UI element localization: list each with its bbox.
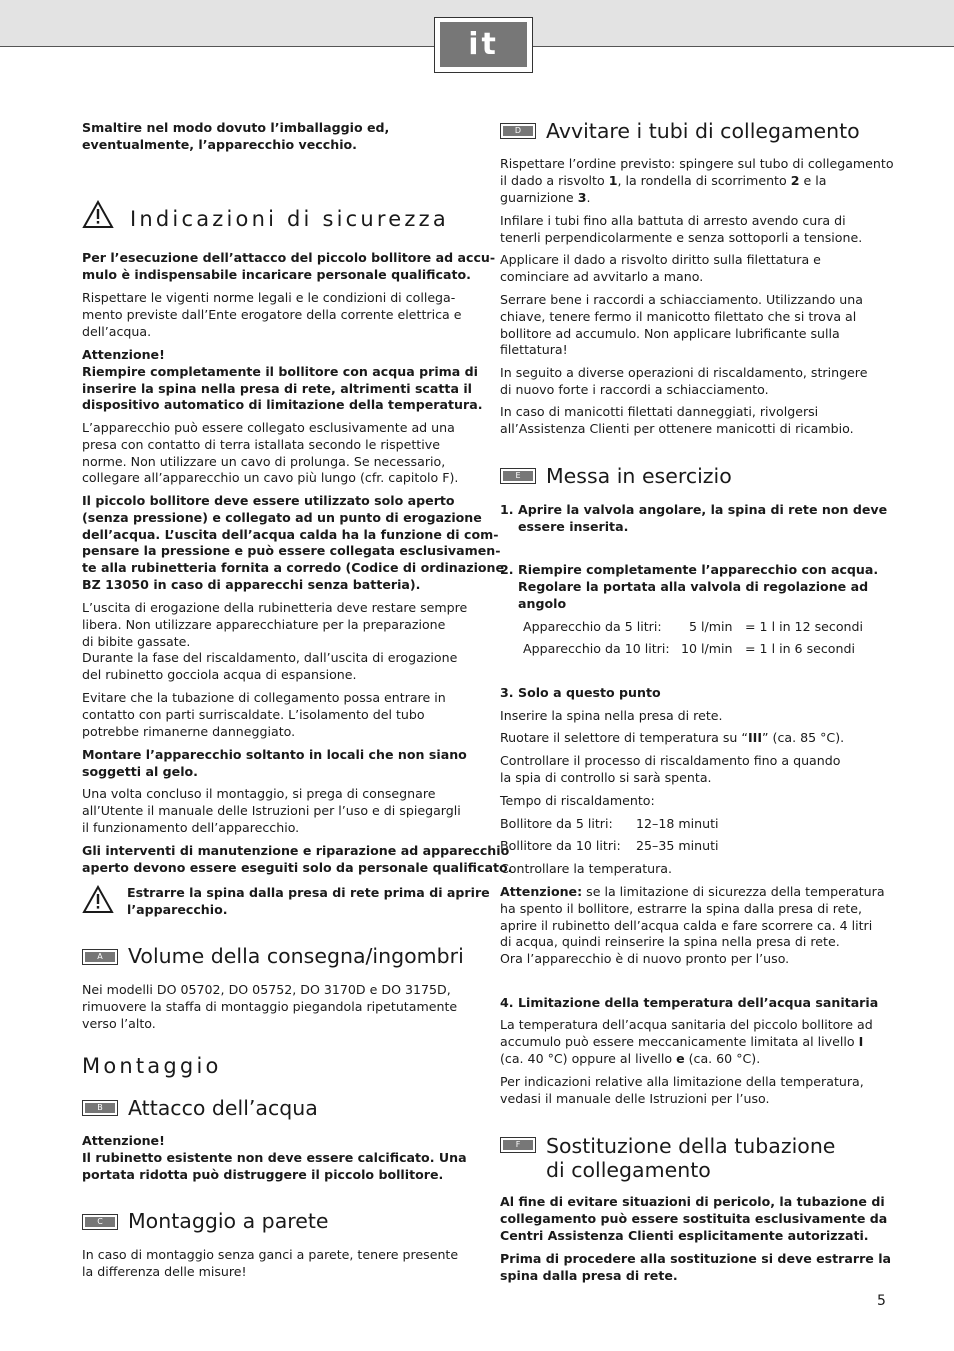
- section-d-text: Serrare bene i raccordi a schiacciamento. Utilizzando una chiave, tenere fermo il manicotto filettato che si trova al bollitore ad accumulo. Non applicare lubrificante sulla filettatura!: [500, 292, 863, 358]
- heat-row-label: Bollitore da 5 litri:: [500, 816, 613, 831]
- section-f-text: Al fine di evitare situazioni di pericolo, la tubazione di collegamento può essere sostituita esclusivamente da Centri Assistenza Clienti esplicitamente autorizzati.: [500, 1194, 888, 1243]
- section-d-text: Rispettare l’ordine previsto: spingere sul tubo di collegamento il dado a risvolto 1, la rondella di scorrimento 2 e la guarnizione 3.: [500, 156, 894, 205]
- safety-paragraph: Rispettare le vigenti norme legali e le condizioni di collega- mento previste dall’Ente erogatore della corrente elettrica e dell’acqua.: [82, 290, 462, 339]
- step-4-text: Per indicazioni relative alla limitazione della temperatura, vedasi il manuale delle Istruzioni per l’uso.: [500, 1074, 864, 1106]
- unplug-warning: Estrarre la spina dalla presa di rete prima di aprire l’apparecchio.: [127, 885, 490, 917]
- step-4-text: La temperatura dell’acqua sanitaria del piccolo bollitore ad accumulo può essere meccanicamente limitata al livello I (ca. 40 °C) oppure al livello e (ca. 60 °C).: [500, 1017, 873, 1066]
- step-3-text: Tempo di riscaldamento:: [500, 793, 655, 808]
- section-heading-b: Attacco dell’acqua: [128, 1096, 318, 1120]
- section-a-text: Nei modelli DO 05702, DO 05752, DO 3170D e DO 3175D, rimuovere la staffa di montaggio piegandola ripetutamente verso l’alto.: [82, 982, 458, 1031]
- section-d-text: In caso di manicotti filettati danneggiati, rivolgersi all’Assistenza Clienti per ottenere manicotti di ricambio.: [500, 404, 854, 436]
- step-3-text: Inserire la spina nella presa di rete.: [500, 708, 723, 723]
- step-number: 2.: [500, 562, 514, 577]
- flow-row-result: = 1 l in 6 secondi: [745, 641, 855, 656]
- step-3-text: Controllare il processo di riscaldamento fino a quando la spia di controllo si sarà spenta.: [500, 753, 841, 785]
- language-tab: [434, 17, 533, 73]
- section-badge-d: D: [500, 123, 536, 139]
- safety-paragraph: Gli interventi di manutenzione e riparazione ad apparecchio aperto devono essere eseguiti solo da personale qualificato.: [82, 843, 513, 875]
- section-badge-a: A: [82, 949, 118, 965]
- section-heading-f: Sostituzione della tubazione di collegamento: [546, 1134, 836, 1182]
- warning-icon: [82, 885, 114, 914]
- step-3-attention: Attenzione: se la limitazione di sicurezza della temperatura ha spento il bollitore, estrarre la spina dalla presa di rete, aprire il rubinetto dell’acqua calda e fare scorrere ca. 4 litri di acqua, quindi reinserire la spina nella presa di rete. Ora l’apparecchio è di nuovo pronto per l’uso.: [500, 884, 885, 967]
- safety-paragraph: Una volta concluso il montaggio, si prega di consegnare all’Utente il manuale delle Istruzioni per l’uso e di spiegargli il funzionamento dell’apparecchio.: [82, 786, 461, 835]
- section-badge-f: F: [500, 1137, 536, 1153]
- section-f-text: Prima di procedere alla sostituzione si deve estrarre la spina dalla presa di rete.: [500, 1251, 892, 1283]
- safety-attention: Attenzione! Riempire completamente il bollitore con acqua prima di inserire la spina nella presa di rete, altrimenti scatta il dispositivo automatico di limitazione della temperatura.: [82, 347, 483, 413]
- step-text: Limitazione della temperatura dell’acqua sanitaria: [518, 995, 879, 1010]
- section-d-text: In seguito a diverse operazioni di riscaldamento, stringere di nuovo forte i raccordi a schiacciamento.: [500, 365, 868, 397]
- section-c-text: In caso di montaggio senza ganci a parete, tenere presente la differenza delle misure!: [82, 1247, 459, 1279]
- step-number: 3.: [500, 685, 514, 700]
- safety-paragraph: L’apparecchio può essere collegato esclusivamente ad una presa con contatto di terra istallata secondo le rispettive norme. Non utilizzare un cavo di prolunga. Se necessario, collegare all’apparecchio un cavo più lungo (cfr. capitolo F).: [82, 420, 459, 486]
- heat-row-label: Bollitore da 10 litri:: [500, 838, 621, 853]
- section-badge-c: C: [82, 1214, 118, 1230]
- flow-row-result: = 1 l in 12 secondi: [745, 619, 863, 634]
- heat-row-value: 25–35 minuti: [636, 838, 719, 853]
- section-heading-d: Avvitare i tubi di collegamento: [546, 119, 860, 143]
- warning-icon: [82, 200, 114, 229]
- language-code: it: [440, 22, 527, 67]
- section-d-text: Applicare il dado a risvolto diritto sulla filettatura e cominciare ad avvitarlo a mano.: [500, 252, 821, 284]
- safety-paragraph: Per l’esecuzione dell’attacco del piccolo bollitore ad accu- mulo è indispensabile incaricare personale qualificato.: [82, 250, 496, 282]
- step-number: 1.: [500, 502, 514, 517]
- safety-paragraph: Il piccolo bollitore deve essere utilizzato solo aperto (senza pressione) e collegato ad un punto di erogazione dell’acqua. L’uscita dell’acqua calda ha la funzione di com- pensare la pressione e può essere collegata esclusivamen- te alla rubinetteria fornita a corredo (Codice di ordinazione BZ 13050 in caso di apparecchi senza batteria).: [82, 493, 505, 592]
- section-d-text: Infilare i tubi fino alla battuta di arresto avendo cura di tenerli perpendicolarmente e senza sottoporli a tensione.: [500, 213, 863, 245]
- safety-paragraph: L’uscita di erogazione della rubinetteria deve restare sempre libera. Non utilizzare apparecchiature per la preparazione di bibite gassate. Durante la fase del riscaldamento, dall’uscita di erogazione del rubinetto gocciola acqua di espansione.: [82, 600, 468, 683]
- step-text: Solo a questo punto: [518, 685, 661, 700]
- flow-row-label: Apparecchio da 5 litri:: [523, 619, 662, 634]
- safety-paragraph: Evitare che la tubazione di collegamento possa entrare in contatto con parti surriscaldate. L’isolamento del tubo potrebbe rimanerne danneggiato.: [82, 690, 446, 739]
- montaggio-heading: Montaggio: [82, 1054, 222, 1078]
- step-3-text: Ruotare il selettore di temperatura su “III” (ca. 85 °C).: [500, 730, 845, 745]
- safety-heading: Indicazioni di sicurezza: [130, 207, 449, 231]
- flow-row-rate: 5 l/min: [689, 619, 733, 634]
- step-text: Riempire completamente l’apparecchio con acqua. Regolare la portata alla valvola di regolazione ad angolo: [518, 562, 879, 611]
- section-heading-a: Volume della consegna/ingombri: [128, 944, 464, 968]
- section-heading-c: Montaggio a parete: [128, 1209, 329, 1233]
- heat-row-value: 12–18 minuti: [636, 816, 719, 831]
- safety-paragraph: Montare l’apparecchio soltanto in locali che non siano soggetti al gelo.: [82, 747, 467, 779]
- step-3-text: Controllare la temperatura.: [500, 861, 673, 876]
- section-heading-e: Messa in esercizio: [546, 464, 732, 488]
- step-number: 4.: [500, 995, 514, 1010]
- step-text: Aprire la valvola angolare, la spina di rete non deve essere inserita.: [518, 502, 888, 534]
- section-badge-b: B: [82, 1100, 118, 1116]
- section-b-text: Attenzione! Il rubinetto esistente non deve essere calcificato. Una portata ridotta può distruggere il piccolo bollitore.: [82, 1133, 467, 1182]
- page-number: 5: [877, 1293, 886, 1309]
- section-badge-e: E: [500, 468, 536, 484]
- flow-row-rate: 10 l/min: [681, 641, 733, 656]
- disposal-note: Smaltire nel modo dovuto l’imballaggio ed, eventualmente, l’apparecchio vecchio.: [82, 120, 390, 152]
- flow-row-label: Apparecchio da 10 litri:: [523, 641, 670, 656]
